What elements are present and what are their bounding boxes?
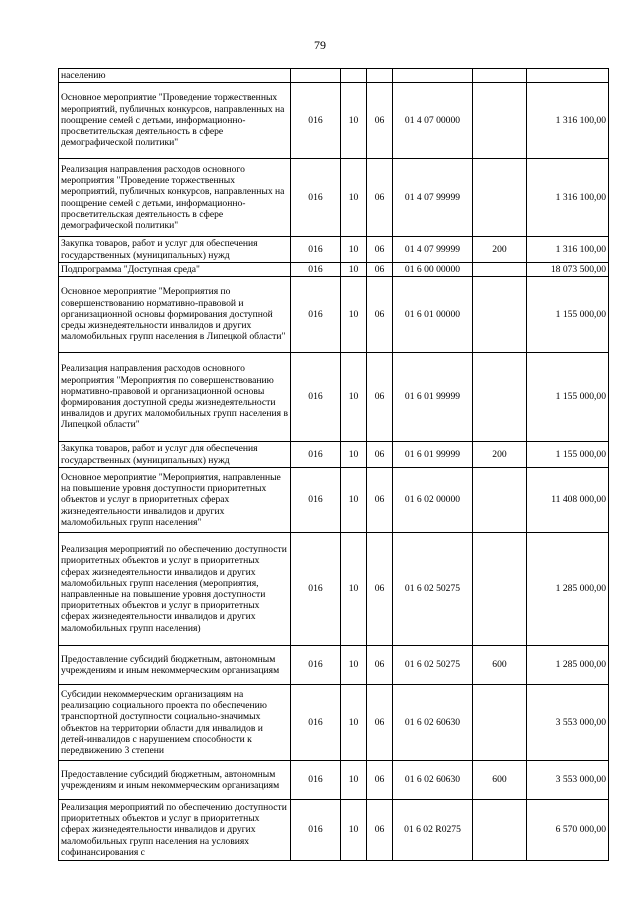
- amount: 11 408 000,00: [527, 468, 609, 533]
- page-number: 79: [314, 38, 326, 52]
- subsection-code: 06: [367, 83, 393, 159]
- subsection-code: 06: [367, 761, 393, 800]
- table-row: [59, 761, 609, 800]
- expense-type-code: [473, 533, 527, 646]
- subsection-code: 06: [367, 468, 393, 533]
- amount: 1 285 000,00: [527, 533, 609, 646]
- row-name: Основное мероприятие "Мероприятия, направленные на повышение уровня доступности приоритетных объектов и услуг в приоритетных сферах жизнедеятельности инвалидов и других маломобильных групп населения": [59, 468, 291, 533]
- target-code: 01 6 01 99999: [393, 442, 473, 468]
- target-code: 01 6 02 60630: [393, 761, 473, 800]
- admin-code: 016: [291, 159, 341, 237]
- budget-table: [58, 68, 609, 861]
- subsection-code: 06: [367, 277, 393, 353]
- target-code: 01 6 02 R0275: [393, 800, 473, 861]
- section-code: 10: [341, 646, 367, 685]
- expense-type-code: 200: [473, 442, 527, 468]
- expense-type-code: 600: [473, 761, 527, 800]
- table-row: [59, 646, 609, 685]
- expense-type-code: [473, 69, 527, 83]
- section-code: 10: [341, 468, 367, 533]
- subsection-code: [367, 69, 393, 83]
- table-row: [59, 159, 609, 237]
- row-name: Закупка товаров, работ и услуг для обеспечения государственных (муниципальных) нужд: [59, 442, 291, 468]
- subsection-code: 06: [367, 533, 393, 646]
- subsection-code: 06: [367, 159, 393, 237]
- admin-code: 016: [291, 761, 341, 800]
- row-name: Основное мероприятие "Мероприятия по совершенствованию нормативно-правовой и организационной основы формирования доступной среды жизнедеятельности инвалидов и других маломобильных групп населения в Липецкой области": [59, 277, 291, 353]
- target-code: 01 4 07 00000: [393, 83, 473, 159]
- section-code: 10: [341, 237, 367, 263]
- target-code: 01 6 02 60630: [393, 685, 473, 761]
- row-name: населению: [59, 69, 291, 83]
- amount: 18 073 500,00: [527, 263, 609, 277]
- row-name: Субсидии некоммерческим организациям на реализацию социального проекта по обеспечению транспортной доступности социально-значимых объектов на территории области для инвалидов и детей-инвалидов с нарушением способности к передвижению 3 степени: [59, 685, 291, 761]
- admin-code: 016: [291, 646, 341, 685]
- table-row: [59, 533, 609, 646]
- expense-type-code: [473, 83, 527, 159]
- amount: 1 155 000,00: [527, 277, 609, 353]
- row-name: Подпрограмма "Доступная среда": [59, 263, 291, 277]
- row-name: Реализация направления расходов основного мероприятия "Мероприятия по совершенствованию нормативно-правовой и организационной основы формирования доступной среды жизнедеятельности инвалидов и других маломобильных групп населения в Липецкой области": [59, 353, 291, 442]
- amount: 1 155 000,00: [527, 442, 609, 468]
- expense-type-code: [473, 159, 527, 237]
- amount: 3 553 000,00: [527, 761, 609, 800]
- target-code: 01 4 07 99999: [393, 159, 473, 237]
- amount: 1 316 100,00: [527, 159, 609, 237]
- table-row: [59, 237, 609, 263]
- target-code: 01 6 00 00000: [393, 263, 473, 277]
- row-name: Реализация мероприятий по обеспечению доступности приоритетных объектов и услуг в приоритетных сферах жизнедеятельности инвалидов и других маломобильных групп населения (мероприятия, направленные на повышение уровня доступности приоритетных объектов и услуг в приоритетных сферах жизнедеятельности инвалидов и других маломобильных групп населения): [59, 533, 291, 646]
- table-row: [59, 83, 609, 159]
- table-row: [59, 442, 609, 468]
- target-code: 01 6 02 00000: [393, 468, 473, 533]
- amount: 1 285 000,00: [527, 646, 609, 685]
- table-row: [59, 468, 609, 533]
- section-code: 10: [341, 83, 367, 159]
- target-code: 01 6 01 00000: [393, 277, 473, 353]
- table-row: [59, 800, 609, 861]
- admin-code: 016: [291, 263, 341, 277]
- subsection-code: 06: [367, 800, 393, 861]
- section-code: 10: [341, 800, 367, 861]
- subsection-code: 06: [367, 353, 393, 442]
- admin-code: 016: [291, 533, 341, 646]
- row-name: Предоставление субсидий бюджетным, автономным учреждениям и иным некоммерческим организациям: [59, 761, 291, 800]
- expense-type-code: [473, 468, 527, 533]
- subsection-code: 06: [367, 646, 393, 685]
- subsection-code: 06: [367, 685, 393, 761]
- expense-type-code: 200: [473, 237, 527, 263]
- target-code: 01 6 01 99999: [393, 353, 473, 442]
- subsection-code: 06: [367, 263, 393, 277]
- expense-type-code: [473, 685, 527, 761]
- row-name: Предоставление субсидий бюджетным, автономным учреждениям и иным некоммерческим организациям: [59, 646, 291, 685]
- expense-type-code: [473, 800, 527, 861]
- table-row: [59, 685, 609, 761]
- section-code: 10: [341, 263, 367, 277]
- amount: 1 316 100,00: [527, 83, 609, 159]
- row-name: Реализация мероприятий по обеспечению доступности приоритетных объектов и услуг в приоритетных сферах жизнедеятельности инвалидов и других маломобильных групп населения на условиях софинансирования с: [59, 800, 291, 861]
- section-code: 10: [341, 685, 367, 761]
- amount: [527, 69, 609, 83]
- target-code: [393, 69, 473, 83]
- admin-code: 016: [291, 237, 341, 263]
- admin-code: 016: [291, 800, 341, 861]
- subsection-code: 06: [367, 237, 393, 263]
- expense-type-code: [473, 263, 527, 277]
- subsection-code: 06: [367, 442, 393, 468]
- target-code: 01 6 02 50275: [393, 533, 473, 646]
- table-row: [59, 263, 609, 277]
- table-row: [59, 353, 609, 442]
- table-row: [59, 69, 609, 83]
- row-name: Закупка товаров, работ и услуг для обеспечения государственных (муниципальных) нужд: [59, 237, 291, 263]
- target-code: 01 4 07 99999: [393, 237, 473, 263]
- section-code: 10: [341, 159, 367, 237]
- admin-code: 016: [291, 353, 341, 442]
- amount: 1 316 100,00: [527, 237, 609, 263]
- section-code: [341, 69, 367, 83]
- expense-type-code: [473, 353, 527, 442]
- row-name: Основное мероприятие "Проведение торжественных мероприятий, публичных конкурсов, направленных на поощрение семей с детьми, информационно-просветительская деятельность в сфере демографической политики": [59, 83, 291, 159]
- expense-type-code: [473, 277, 527, 353]
- admin-code: 016: [291, 442, 341, 468]
- admin-code: 016: [291, 83, 341, 159]
- admin-code: 016: [291, 277, 341, 353]
- amount: 1 155 000,00: [527, 353, 609, 442]
- row-name: Реализация направления расходов основного мероприятия "Проведение торжественных мероприятий, публичных конкурсов, направленных на поощрение семей с детьми, информационно-просветительская деятельность в сфере демографической политики": [59, 159, 291, 237]
- admin-code: [291, 69, 341, 83]
- admin-code: 016: [291, 685, 341, 761]
- section-code: 10: [341, 277, 367, 353]
- amount: 6 570 000,00: [527, 800, 609, 861]
- section-code: 10: [341, 353, 367, 442]
- section-code: 10: [341, 533, 367, 646]
- section-code: 10: [341, 442, 367, 468]
- admin-code: 016: [291, 468, 341, 533]
- target-code: 01 6 02 50275: [393, 646, 473, 685]
- table-row: [59, 277, 609, 353]
- section-code: 10: [341, 761, 367, 800]
- expense-type-code: 600: [473, 646, 527, 685]
- amount: 3 553 000,00: [527, 685, 609, 761]
